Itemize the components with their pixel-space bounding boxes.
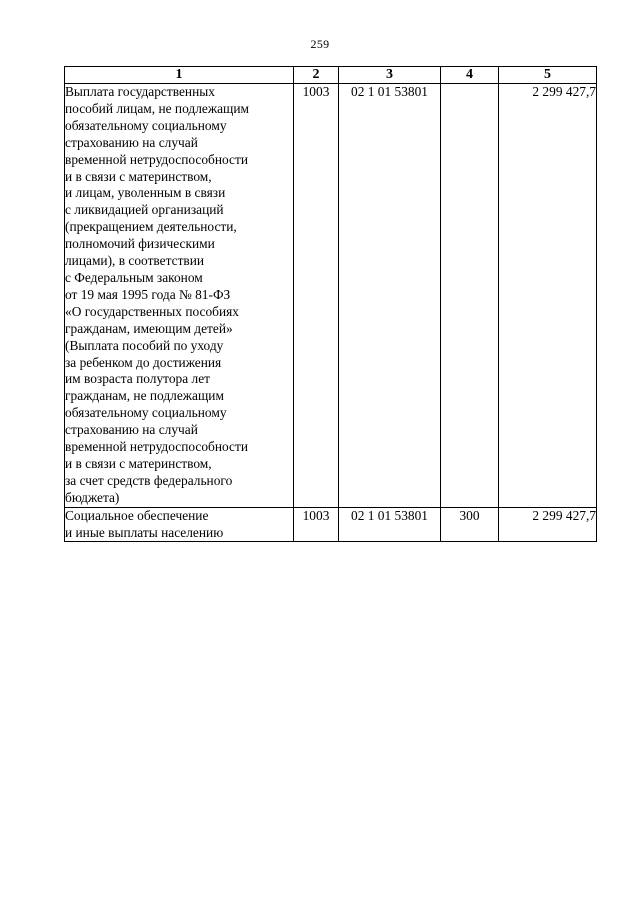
header-col-2: 2 <box>294 67 339 84</box>
row-name: Социальное обеспечение и иные выплаты населению <box>65 507 294 542</box>
row-expense-type <box>441 84 499 508</box>
header-col-3: 3 <box>339 67 441 84</box>
header-row <box>65 67 597 84</box>
row-section-code: 1003 <box>294 507 339 542</box>
table-row <box>65 84 597 508</box>
row-section-code: 1003 <box>294 84 339 508</box>
row-amount: 2 299 427,7 <box>499 507 597 542</box>
header-col-5: 5 <box>499 67 597 84</box>
budget-table <box>64 66 597 542</box>
header-col-4: 4 <box>441 67 499 84</box>
header-col-1: 1 <box>65 67 294 84</box>
row-name: Выплата государственных пособий лицам, не подлежащим обязательному социальному страхованию на случай временной нетрудоспособности и в связи с материнством, и лицам, уволенным в связи с ликвидацией организаций (прекращением деятельности, полномочий физическими лицами), в соответствии с Федеральным законом от 19 мая 1995 года № 81-ФЗ «О государственных пособиях гражданам, имеющим детей» (Выплата пособий по уходу за ребенком до достижения им возраста полутора лет гражданам, не подлежащим обязательному социальному страхованию на случай временной нетрудоспособности и в связи с материнством, за счет средств федерального бюджета) <box>65 84 294 508</box>
row-target-article: 02 1 01 53801 <box>339 84 441 508</box>
row-target-article: 02 1 01 53801 <box>339 507 441 542</box>
table-row <box>65 507 597 542</box>
row-expense-type: 300 <box>441 507 499 542</box>
page-number: 259 <box>310 37 330 51</box>
row-amount: 2 299 427,7 <box>499 84 597 508</box>
